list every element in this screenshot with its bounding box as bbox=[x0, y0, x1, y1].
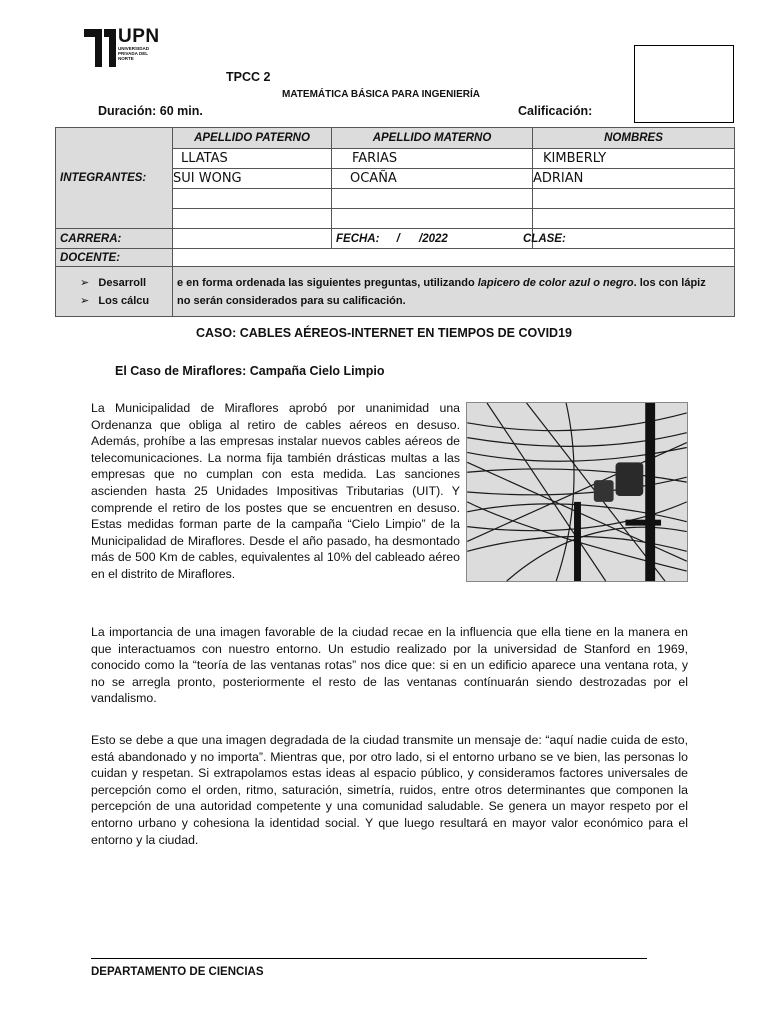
course-title: MATEMÁTICA BÁSICA PARA INGENIERÍA bbox=[282, 89, 480, 100]
col-apellido-paterno: APELLIDO PATERNO bbox=[173, 128, 332, 149]
instr-text-b: . los con lápiz bbox=[633, 276, 706, 289]
integrantes-label: INTEGRANTES: bbox=[60, 172, 147, 184]
col-apellido-materno: APELLIDO MATERNO bbox=[332, 128, 533, 149]
paragraph-1: La Municipalidad de Miraflores aprobó por unanimidad una Ordenanza que obliga al retiro de cables aéreos en desuso. Además, prohíbe a las empresas instalar nuevos cables aéreos de telecomunicaciones. La norma fija también drásticas multas a las empresas que no cumplan con esta medida. Las sanciones ascienden hasta 25 Unidades Impositivas Tributarias (UIT). Y comprende el retiro de los postes que se encuentren en desuso. Estas medidas forman parte de la campaña “Cielo Limpio” de la Municipalidad de Miraflores. Desde el año pasado, ha desmontado más de 500 Km de cables, equivalentes al 10% del cableado aéreo en el distrito de Miraflores. bbox=[91, 401, 460, 581]
member-1-materno[interactable]: FARIAS bbox=[332, 149, 533, 169]
footer-department: DEPARTAMENTO DE CIENCIAS bbox=[91, 966, 264, 978]
member-3-materno[interactable] bbox=[332, 189, 533, 209]
member-4-materno[interactable] bbox=[332, 209, 533, 229]
grade-label: Calificación: bbox=[518, 104, 593, 118]
instr-text-italic: lapicero de color azul o negro bbox=[477, 276, 634, 289]
instr-text-a: e en forma ordenada las siguientes preguntas, utilizando bbox=[177, 276, 478, 289]
case-title: CASO: CABLES AÉREOS-INTERNET EN TIEMPOS DE COVID19 bbox=[196, 326, 572, 340]
power-lines-photo bbox=[466, 402, 688, 582]
docente-label: DOCENTE: bbox=[56, 249, 173, 267]
member-2-materno[interactable]: OCAÑA bbox=[332, 169, 533, 189]
member-1-nombres[interactable]: KIMBERLY bbox=[533, 149, 735, 169]
member-1-paterno[interactable]: LLATAS bbox=[173, 149, 332, 169]
bullet-1: Desarroll bbox=[98, 276, 147, 289]
member-4-nombres[interactable] bbox=[533, 209, 735, 229]
member-3-nombres[interactable] bbox=[533, 189, 735, 209]
member-4-paterno[interactable] bbox=[173, 209, 332, 229]
carrera-label: CARRERA: bbox=[56, 229, 173, 249]
logo-name: UPN bbox=[118, 26, 160, 47]
case-subtitle: El Caso de Miraflores: Campaña Cielo Limpio bbox=[115, 364, 385, 378]
instructions-bullets: ➢ Desarroll ➢ Los cálcu bbox=[56, 267, 173, 317]
fecha-label: FECHA: bbox=[336, 232, 380, 245]
paragraph-2: La importancia de una imagen favorable de la ciudad recae en la influencia que ella tiene en la manera en que interactuamos con nuestro entorno. Un estudio realizado por la universidad de Stanford en 1969, conocido como la “teoría de las ventanas rotas” nos dice que: si en un edificio aparece una ventana rota, y no se arregla pronto, posteriormente el resto de las ventanas contínuarán siendo destrozadas por el vandalismo. bbox=[91, 625, 688, 706]
carrera-input[interactable] bbox=[173, 229, 332, 249]
docente-input[interactable] bbox=[173, 249, 735, 267]
bullet-2: Los cálcu bbox=[98, 294, 150, 307]
member-3-paterno[interactable] bbox=[173, 189, 332, 209]
fecha-cell[interactable] bbox=[332, 229, 533, 249]
student-form bbox=[55, 127, 735, 317]
instr-line-2: no serán considerados para su calificación. bbox=[177, 294, 406, 307]
grade-box[interactable] bbox=[634, 45, 734, 123]
instructions-text bbox=[173, 267, 735, 317]
duration: Duración: 60 min. bbox=[98, 104, 203, 118]
clase-label: CLASE: bbox=[523, 232, 566, 245]
clase-cell[interactable] bbox=[523, 229, 735, 249]
member-2-nombres[interactable]: ADRIAN bbox=[533, 169, 735, 189]
logo-subtitle: UNIVERSIDAD PRIVADA DEL NORTE bbox=[118, 46, 150, 61]
paragraph-3: Esto se debe a que una imagen degradada de la ciudad transmite un mensaje de: “aquí nadie cuida de esto, está abandonado y no importa”. Mientras que, por otro lado, si el entorno urbano se ve bien, las personas lo cuidan y respetan. Si extrapolamos estas ideas al espacio público, y consideramos factores universales de percepción como el orden, ritmo, saturación, simetría, ruidos, entre otros determinantes que componen la percepción de una autoridad competente y una comunidad saludable. Se genera un mayor respeto por el entorno urbano y cohesiona la identidad social. Y que luego resultará en mayor valor económico para el entorno y la ciudad. bbox=[91, 733, 688, 847]
footer-divider bbox=[91, 958, 647, 959]
fecha-value: / /2022 bbox=[396, 232, 448, 245]
member-2-paterno[interactable]: SUI WONG bbox=[173, 169, 332, 189]
col-nombres: NOMBRES bbox=[533, 128, 735, 149]
exam-code: TPCC 2 bbox=[226, 70, 271, 84]
